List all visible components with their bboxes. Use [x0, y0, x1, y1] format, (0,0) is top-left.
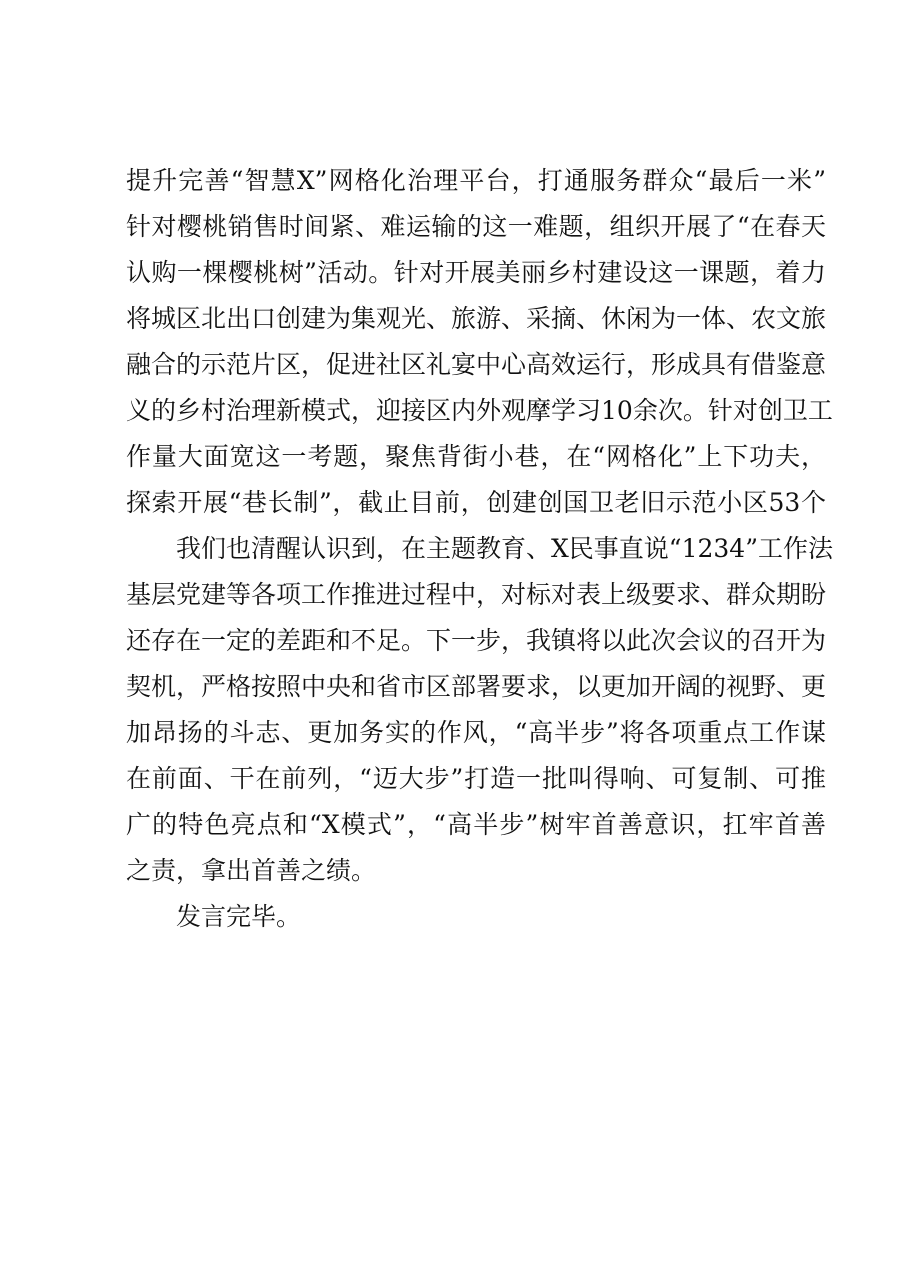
paragraph-line: 融合的示范片区，促进社区礼宴中心高效运行，形成具有借鉴意	[126, 350, 827, 379]
paragraph-line: 提升完善“智慧X”网格化治理平台，打通服务群众“最后一米”	[126, 166, 826, 195]
paragraph-line: 义的乡村治理新模式，迎接区内外观摩学习10余次。针对创卫工	[126, 396, 833, 425]
paragraph-line: 加昂扬的斗志、更加务实的作风，“高半步”将各项重点工作谋	[126, 718, 826, 747]
paragraph-line: 基层党建等各项工作推进过程中，对标对表上级要求、群众期盼	[126, 580, 827, 609]
paragraph-line: 认购一棵樱桃树”活动。针对开展美丽乡村建设这一课题，着力	[126, 258, 826, 287]
paragraph-line: 之责，拿出首善之绩。	[126, 856, 377, 885]
paragraph-line: 在前面、干在前列，“迈大步”打造一批叫得响、可复制、可推	[126, 764, 826, 793]
paragraph-line: 还存在一定的差距和不足。下一步，我镇将以此次会议的召开为	[126, 626, 827, 655]
paragraph-line: 我们也清醒认识到，在主题教育、X民事直说“1234”工作法	[176, 534, 833, 563]
paragraph-line: 将城区北出口创建为集观光、旅游、采摘、休闲为一体、农文旅	[126, 304, 827, 333]
paragraph-line: 探索开展“巷长制”，截止目前，创建创国卫老旧示范小区53个	[126, 488, 826, 517]
paragraph-line: 广的特色亮点和“X模式”，“高半步”树牢首善意识，扛牢首善	[126, 810, 826, 839]
paragraph-line: 针对樱桃销售时间紧、难运输的这一难题，组织开展了“在春天	[126, 212, 826, 241]
paragraph-line: 契机，严格按照中央和省市区部署要求，以更加开阔的视野、更	[126, 672, 827, 701]
paragraph-line: 发言完毕。	[176, 902, 302, 931]
paragraph-line: 作量大面宽这一考题，聚焦背街小巷，在“网格化”上下功夫，	[126, 442, 826, 471]
